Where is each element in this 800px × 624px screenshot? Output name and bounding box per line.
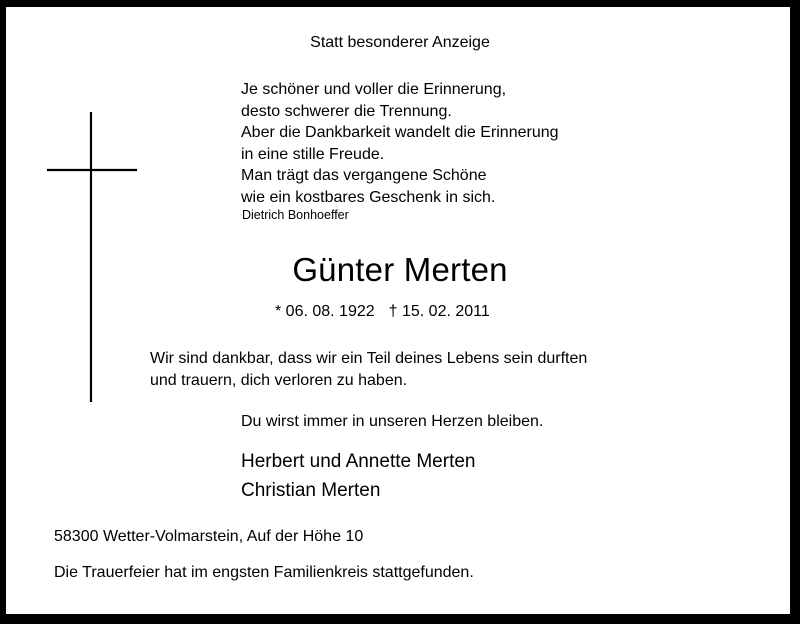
mourner-name: Christian Merten	[241, 480, 381, 501]
notice-header: Statt besonderer Anzeige	[310, 34, 490, 51]
thanks-line: und trauern, dich verloren zu haben.	[150, 372, 408, 389]
deceased-name: Günter Merten	[292, 251, 508, 288]
mourners	[241, 447, 475, 505]
poem-line: Aber die Dankbarkeit wandelt die Erinnerung	[241, 124, 559, 142]
poem-line: desto schwerer die Trennung.	[241, 102, 452, 120]
poem-line: in eine stille Freude.	[241, 145, 385, 163]
thanks-text	[150, 348, 587, 392]
life-dates	[275, 303, 490, 321]
poem-line: Je schöner und voller die Erinnerung,	[241, 81, 507, 98]
death-date: † 15. 02. 2011	[388, 303, 490, 320]
address: 58300 Wetter-Volmarstein, Auf der Höhe 10	[54, 528, 364, 545]
ceremony-note: Die Trauerfeier hat im engsten Familienkreis stattgefunden.	[54, 564, 474, 581]
poem-line: wie ein kostbares Geschenk in sich.	[241, 188, 496, 206]
thanks-line: Wir sind dankbar, dass wir ein Teil deines Lebens sein durften	[150, 350, 588, 367]
poem	[241, 79, 559, 209]
birth-date: * 06. 08. 1922	[275, 303, 375, 320]
mourner-name: Herbert und Annette Merten	[241, 451, 476, 472]
forever-text: Du wirst immer in unseren Herzen bleiben.	[241, 413, 544, 430]
poem-line: Man trägt das vergangene Schöne	[241, 167, 487, 185]
poem-author: Dietrich Bonhoeffer	[242, 208, 349, 222]
